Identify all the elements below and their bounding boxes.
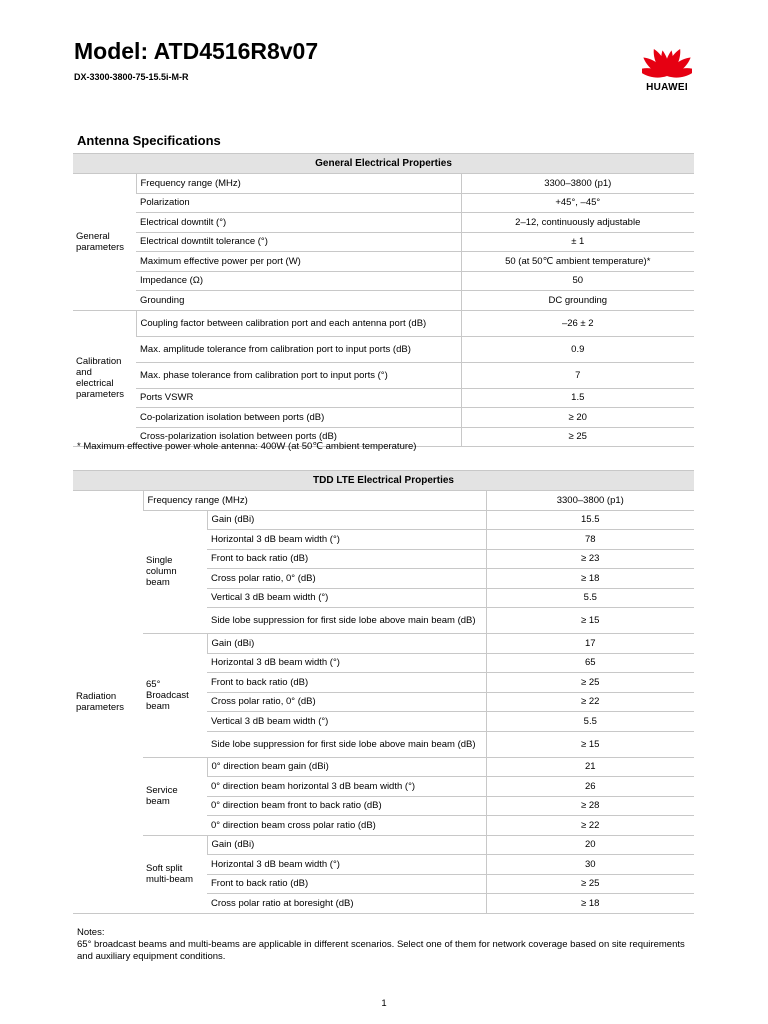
value-cell: 65 <box>486 653 694 673</box>
table-row <box>73 310 694 336</box>
subgroup-label: Soft split multi-beam <box>143 835 207 913</box>
subgroup-label: Service beam <box>143 757 207 835</box>
general-electrical-heading: General Electrical Properties <box>73 154 694 174</box>
param-cell: Frequency range (MHz) <box>143 491 486 511</box>
value-cell: 3300–3800 (p1) <box>461 174 694 194</box>
value-cell: 5.5 <box>486 712 694 732</box>
footnote: * Maximum effective power whole antenna: 400W (at 50℃ ambient temperature) <box>77 441 417 452</box>
value-cell: +45°, –45° <box>461 193 694 213</box>
value-cell: ± 1 <box>461 232 694 252</box>
group-label: Calibration and electrical parameters <box>73 310 136 447</box>
table-row <box>73 291 694 311</box>
param-cell: Impedance (Ω) <box>136 271 461 291</box>
value-cell: ≥ 25 <box>461 427 694 447</box>
value-cell: 2–12, continuously adjustable <box>461 213 694 233</box>
page-number: 1 <box>381 998 387 1009</box>
param-cell: Grounding <box>136 291 461 311</box>
param-cell: Co-polarization isolation between ports (dB) <box>136 408 461 428</box>
notes <box>77 927 687 963</box>
value-cell: ≥ 25 <box>486 874 694 894</box>
subgroup-label: Single column beam <box>143 510 207 634</box>
value-cell: 17 <box>486 634 694 654</box>
table-row <box>73 336 694 362</box>
param-cell: Front to back ratio (dB) <box>207 673 486 693</box>
value-cell: 0.9 <box>461 336 694 362</box>
value-cell: ≥ 20 <box>461 408 694 428</box>
table-row <box>73 193 694 213</box>
table-row <box>73 510 694 530</box>
notes-label: Notes: <box>77 927 105 938</box>
table-row <box>73 232 694 252</box>
param-cell: 0° direction beam horizontal 3 dB beam width (°) <box>207 777 486 797</box>
table-row <box>73 362 694 388</box>
value-cell: ≥ 15 <box>486 731 694 757</box>
table-row <box>73 271 694 291</box>
value-cell: 20 <box>486 835 694 855</box>
param-cell: 0° direction beam front to back ratio (dB) <box>207 796 486 816</box>
value-cell: ≥ 22 <box>486 816 694 836</box>
table-row <box>73 408 694 428</box>
huawei-petals-icon <box>642 38 692 80</box>
value-cell: 78 <box>486 530 694 550</box>
param-cell: Horizontal 3 dB beam width (°) <box>207 653 486 673</box>
table-row <box>73 213 694 233</box>
table-row <box>73 252 694 272</box>
param-cell: Electrical downtilt (°) <box>136 213 461 233</box>
param-cell: Cross polar ratio at boresight (dB) <box>207 894 486 914</box>
param-cell: Horizontal 3 dB beam width (°) <box>207 530 486 550</box>
param-cell: Polarization <box>136 193 461 213</box>
param-cell: Horizontal 3 dB beam width (°) <box>207 855 486 875</box>
value-cell: ≥ 23 <box>486 549 694 569</box>
param-cell: Cross polar ratio, 0° (dB) <box>207 569 486 589</box>
value-cell: 50 (at 50℃ ambient temperature)* <box>461 252 694 272</box>
table-row <box>73 835 694 855</box>
table-row <box>73 388 694 408</box>
value-cell: 26 <box>486 777 694 797</box>
param-cell: Front to back ratio (dB) <box>207 874 486 894</box>
general-electrical-table <box>73 153 694 447</box>
tdd-lte-heading: TDD LTE Electrical Properties <box>73 471 694 491</box>
param-cell: Max. amplitude tolerance from calibration port to input ports (dB) <box>136 336 461 362</box>
param-cell: Side lobe suppression for first side lobe above main beam (dB) <box>207 731 486 757</box>
table-row <box>73 634 694 654</box>
value-cell: –26 ± 2 <box>461 310 694 336</box>
value-cell: 15.5 <box>486 510 694 530</box>
param-cell: Electrical downtilt tolerance (°) <box>136 232 461 252</box>
value-cell: ≥ 25 <box>486 673 694 693</box>
subgroup-label: 65° Broadcast beam <box>143 634 207 758</box>
param-cell: Frequency range (MHz) <box>136 174 461 194</box>
value-cell: 50 <box>461 271 694 291</box>
value-cell: 21 <box>486 757 694 777</box>
param-cell: 0° direction beam gain (dBi) <box>207 757 486 777</box>
param-cell: Maximum effective power per port (W) <box>136 252 461 272</box>
param-cell: Gain (dBi) <box>207 634 486 654</box>
table-row <box>73 757 694 777</box>
param-cell: Front to back ratio (dB) <box>207 549 486 569</box>
page-title: Model: ATD4516R8v07 <box>74 38 319 64</box>
value-cell: ≥ 15 <box>486 608 694 634</box>
value-cell: 7 <box>461 362 694 388</box>
value-cell: 5.5 <box>486 588 694 608</box>
model-code: DX-3300-3800-75-15.5i-M-R <box>74 72 189 82</box>
param-cell: Cross polar ratio, 0° (dB) <box>207 692 486 712</box>
param-cell: Cross-polarization isolation between ports (dB) <box>136 427 461 447</box>
value-cell: ≥ 18 <box>486 894 694 914</box>
param-cell: Vertical 3 dB beam width (°) <box>207 712 486 732</box>
value-cell: 1.5 <box>461 388 694 408</box>
param-cell: 0° direction beam cross polar ratio (dB) <box>207 816 486 836</box>
param-cell: Side lobe suppression for first side lobe above main beam (dB) <box>207 608 486 634</box>
param-cell: Coupling factor between calibration port and each antenna port (dB) <box>136 310 461 336</box>
table-row <box>73 491 694 511</box>
param-cell: Ports VSWR <box>136 388 461 408</box>
value-cell: ≥ 22 <box>486 692 694 712</box>
param-cell: Gain (dBi) <box>207 835 486 855</box>
value-cell: ≥ 18 <box>486 569 694 589</box>
group-label: Radiation parameters <box>73 491 143 914</box>
tdd-lte-table <box>73 470 694 914</box>
group-label: General parameters <box>73 174 136 311</box>
value-cell: 30 <box>486 855 694 875</box>
param-cell: Gain (dBi) <box>207 510 486 530</box>
table-row <box>73 174 694 194</box>
huawei-logo <box>636 38 698 98</box>
param-cell: Vertical 3 dB beam width (°) <box>207 588 486 608</box>
notes-text: 65° broadcast beams and multi-beams are applicable in different scenarios. Select one of them for network coverage based on site requirements and auxiliary equipment conditions. <box>77 939 685 962</box>
value-cell: ≥ 28 <box>486 796 694 816</box>
value-cell: DC grounding <box>461 291 694 311</box>
param-cell: Max. phase tolerance from calibration port to input ports (°) <box>136 362 461 388</box>
logo-text: HUAWEI <box>646 82 688 93</box>
section-title: Antenna Specifications <box>77 133 221 148</box>
value-cell: 3300–3800 (p1) <box>486 491 694 511</box>
